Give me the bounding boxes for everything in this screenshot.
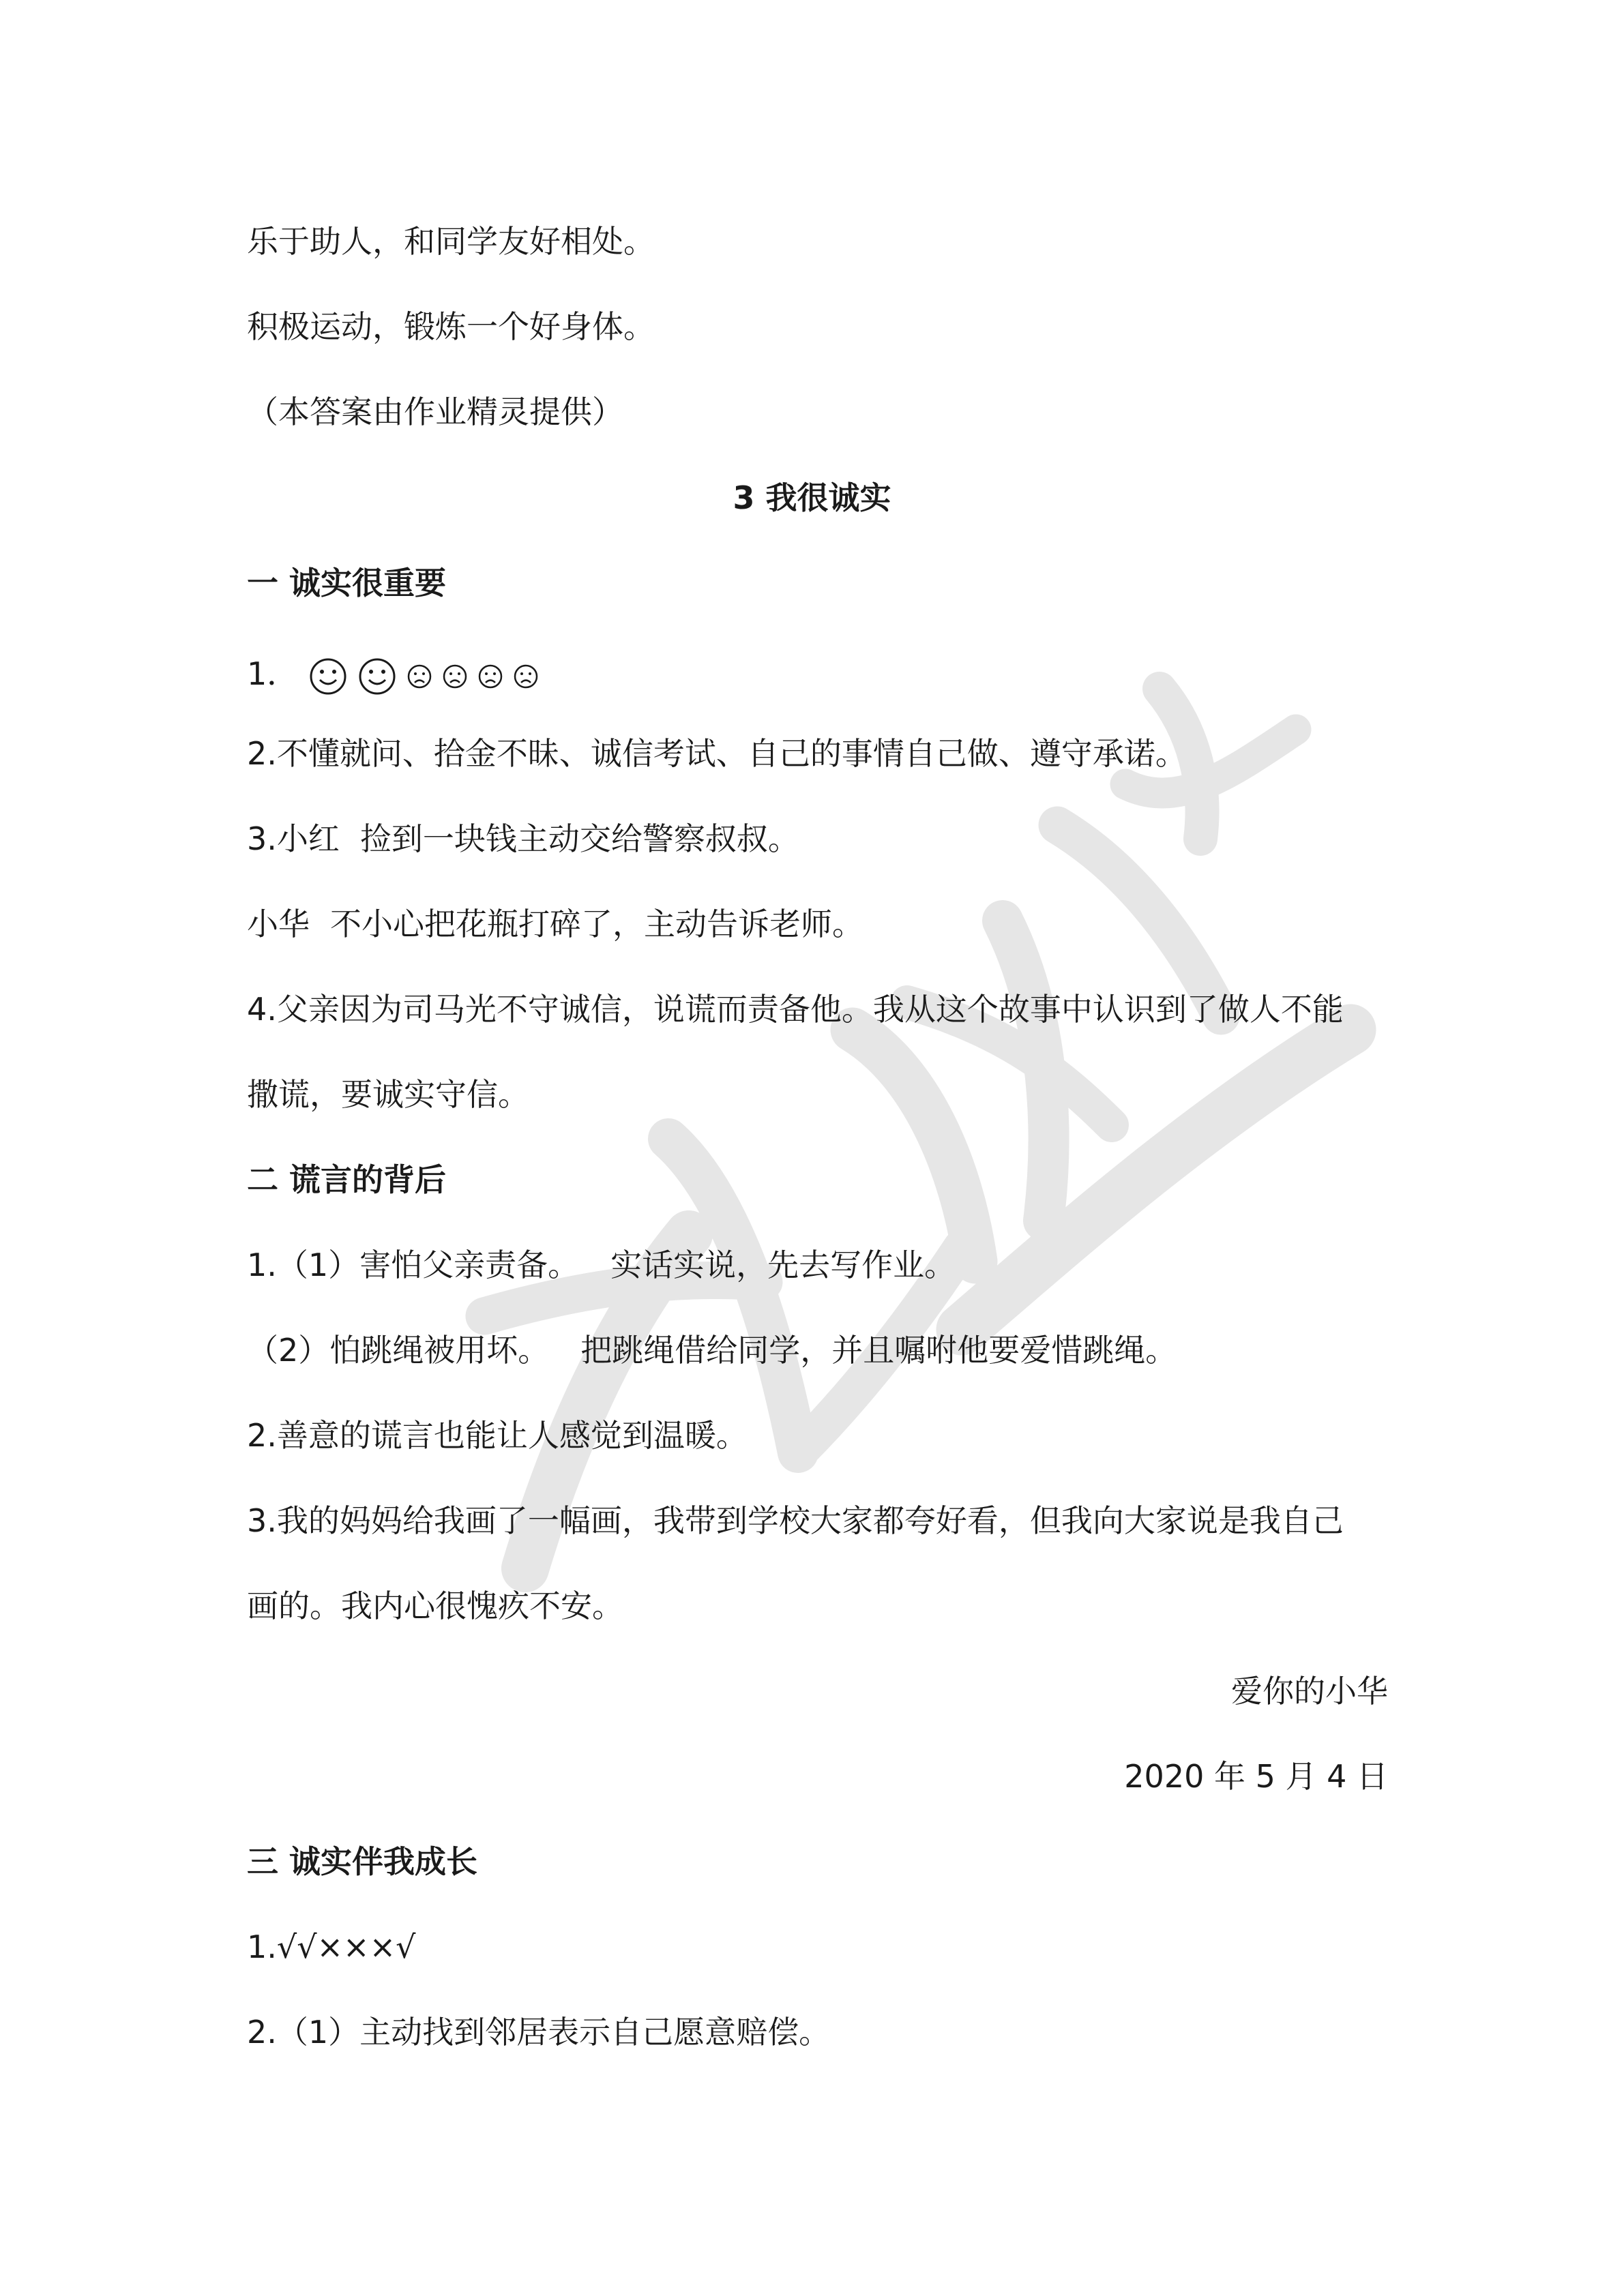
answer-line: 1.√√×××√ bbox=[247, 1928, 416, 1965]
answer-line: 撒谎，要诚实守信。 bbox=[247, 1076, 529, 1113]
answer-line: 2.（1）主动找到邻居表示自己愿意赔偿。 bbox=[247, 2014, 831, 2051]
text-line: 乐于助人，和同学友好相处。 bbox=[247, 223, 655, 260]
answer-text: 不小心把花瓶打碎了，主动告诉老师。 bbox=[330, 906, 863, 942]
answer-reason: 1.（1）害怕父亲责备。 bbox=[247, 1247, 580, 1283]
answer-reason: （2）怕跳绳被用坏。 bbox=[247, 1332, 550, 1369]
smiley-icon bbox=[357, 657, 397, 696]
answer-line bbox=[247, 1244, 956, 1285]
section-heading-2: 二 谎言的背后 bbox=[247, 1161, 447, 1198]
frown-icon bbox=[477, 664, 503, 689]
section-heading-1: 一 诚实很重要 bbox=[247, 565, 447, 601]
answer-line: 画的。我内心很愧疚不安。 bbox=[247, 1587, 623, 1624]
text-line: 积极运动，锻炼一个好身体。 bbox=[247, 308, 655, 345]
answer-text: 捡到一块钱主动交给警察叔叔。 bbox=[359, 820, 799, 857]
answer-line bbox=[247, 1330, 1177, 1371]
answer-name: 3.小红 bbox=[247, 820, 340, 857]
answer-action: 实话实说，先去写作业。 bbox=[610, 1247, 956, 1283]
answer-action: 把跳绳借给同学，并且嘱咐他要爱惜跳绳。 bbox=[580, 1332, 1177, 1369]
watermark-brush-strokes bbox=[443, 648, 1398, 1637]
answer-line: 2.不懂就问、拾金不昧、诚信考试、自己的事情自己做、遵守承诺。 bbox=[247, 735, 1187, 772]
smiley-icon bbox=[308, 657, 348, 696]
question-1-faces bbox=[247, 653, 539, 696]
frown-icon bbox=[407, 664, 432, 689]
answer-line bbox=[247, 904, 863, 944]
source-note: （本答案由作业精灵提供） bbox=[247, 393, 623, 430]
answer-line: 3.我的妈妈给我画了一幅画，我带到学校大家都夸好看，但我向大家说是我自己 bbox=[247, 1502, 1344, 1539]
section-heading-3: 三 诚实伴我成长 bbox=[247, 1843, 478, 1880]
frown-icon bbox=[513, 664, 539, 689]
answer-line bbox=[247, 818, 799, 859]
answer-line: 2.善意的谎言也能让人感觉到温暖。 bbox=[247, 1417, 748, 1454]
letter-date: 2020 年 5 月 4 日 bbox=[1124, 1758, 1388, 1795]
frown-icon bbox=[442, 664, 468, 689]
lesson-title: 3 我很诚实 bbox=[733, 479, 891, 516]
answer-line: 4.父亲因为司马光不守诚信，说谎而责备他。我从这个故事中认识到了做人不能 bbox=[247, 991, 1344, 1028]
question-number: 1． bbox=[247, 655, 299, 692]
letter-signature: 爱你的小华 bbox=[1231, 1673, 1388, 1710]
answer-name: 小华 bbox=[247, 906, 310, 942]
